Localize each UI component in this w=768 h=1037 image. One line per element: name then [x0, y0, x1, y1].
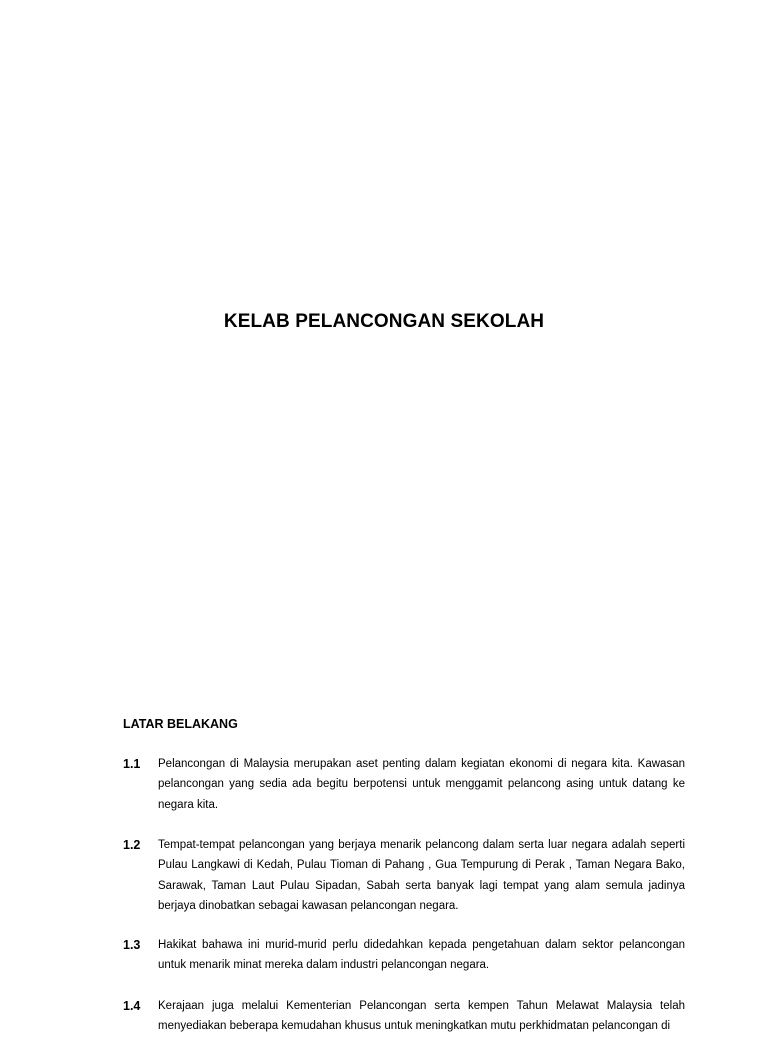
paragraph-1-3 — [123, 935, 685, 976]
section-heading: LATAR BELAKANG — [123, 717, 238, 731]
paragraph-text: Pelancongan di Malaysia merupakan aset penting dalam kegiatan ekonomi di negara kita. Kawasan pelancongan yang sedia ada begitu berpotensi untuk menggamit pelancong asing untuk datang ke negara kita. — [158, 758, 685, 811]
paragraph-text: Kerajaan juga melalui Kementerian Pelancongan serta kempen Tahun Melawat Malaysia telah menyediakan beberapa kemudahan khusus untuk meningkatkan mutu perkhidmatan pelancongan di — [158, 1000, 685, 1033]
paragraph-number: 1.3 — [123, 938, 141, 952]
paragraph-number: 1.1 — [123, 757, 141, 771]
paragraph-text: Hakikat bahawa ini murid-murid perlu didedahkan kepada pengetahuan dalam sektor pelancongan untuk menarik minat mereka dalam industri pelancongan negara. — [158, 939, 685, 972]
paragraph-1-4 — [123, 996, 685, 1037]
paragraph-text: Tempat-tempat pelancongan yang berjaya menarik pelancong dalam serta luar negara adalah seperti Pulau Langkawi di Kedah, Pulau Tioman di Pahang , Gua Tempurung di Perak , Taman Negara Bako, Sarawak, Taman Laut Pulau Sipadan, Sabah serta banyak lagi tempat yang alam semula jadinya berjaya dinobatkan sebagai kawasan pelancongan negara. — [158, 839, 685, 912]
paragraph-number: 1.2 — [123, 838, 141, 852]
paragraph-1-1 — [123, 754, 685, 815]
paragraph-number: 1.4 — [123, 999, 141, 1013]
document-title: KELAB PELANCONGAN SEKOLAH — [223, 311, 545, 332]
paragraph-1-2 — [123, 835, 685, 916]
